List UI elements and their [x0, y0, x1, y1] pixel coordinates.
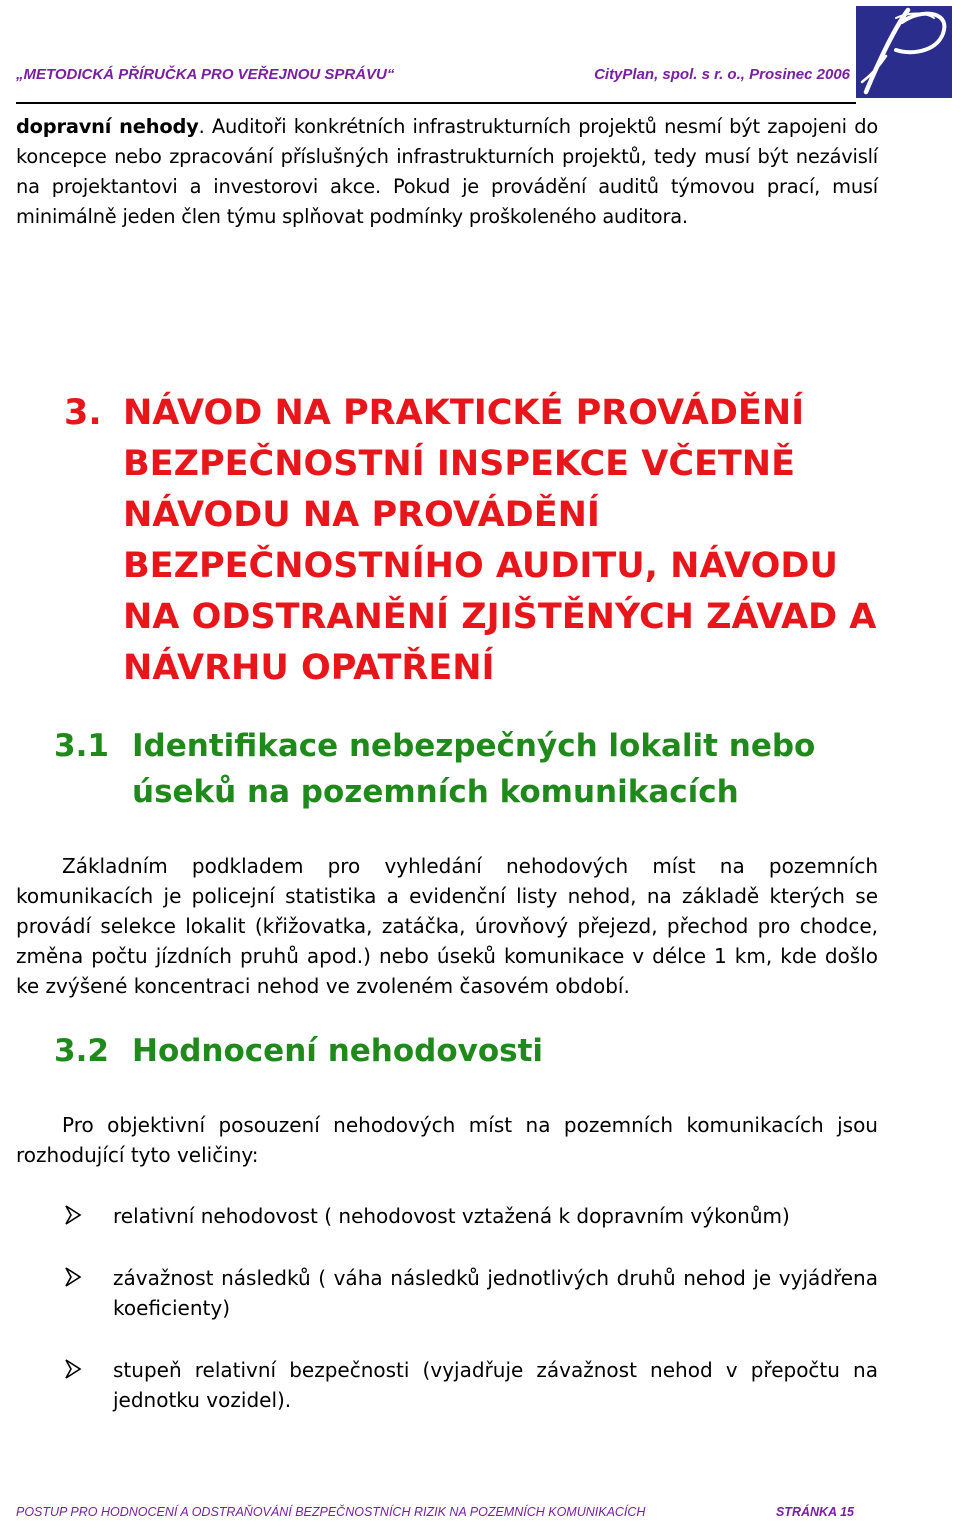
- section-3-2-title: Hodnocení nehodovosti: [132, 1033, 544, 1069]
- cityplan-logo: [856, 6, 952, 98]
- section-3-number: 3.: [64, 393, 102, 433]
- list-item-text: relativní nehodovost ( nehodovost vztažená k dopravním výkonům): [113, 1204, 790, 1228]
- page-number: STRÁNKA 15: [775, 1505, 854, 1519]
- intro-paragraph: [16, 112, 878, 232]
- section-3-1-number: 3.1: [54, 728, 109, 764]
- section-3-2-paragraph: Pro objektivní posouzení nehodových míst na pozemních komunikacích jsou rozhodující tyto veličiny:: [16, 1113, 878, 1167]
- arrowhead-bullet-icon: [64, 1358, 82, 1380]
- list-item-text: závažnost následků ( váha následků jednotlivých druhů nehod je vyjádřena koeficienty): [113, 1266, 878, 1320]
- section-3-1-heading: [54, 723, 914, 815]
- header-title: „METODICKÁ PŘÍRUČKA PRO VEŘEJNOU SPRÁVU“: [16, 66, 395, 83]
- header-divider: [16, 102, 856, 104]
- intro-bold: dopravní nehody: [16, 115, 199, 138]
- list-item-text: stupeň relativní bezpečnosti (vyjadřuje závažnost nehod v přepočtu na jednotku vozidel).: [113, 1358, 878, 1412]
- arrowhead-bullet-icon: [64, 1266, 82, 1288]
- section-3-title: NÁVOD NA PRAKTICKÉ PROVÁDĚNÍ BEZPEČNOSTNÍ INSPEKCE VČETNĚ NÁVODU NA PROVÁDĚNÍ BEZPEČNOSTNÍHO AUDITU, NÁVODU NA ODSTRANĚNÍ ZJIŠTĚNÝCH ZÁVAD A NÁVRHU OPATŘENÍ: [123, 393, 877, 688]
- section-3-1-title: Identifikace nebezpečných lokalit nebo úseků na pozemních komunikacích: [132, 728, 816, 810]
- section-3-2-number: 3.2: [54, 1033, 109, 1069]
- section-3-1-paragraph: Základním podkladem pro vyhledání nehodových míst na pozemních komunikacích je policejní statistika a evidenční listy nehod, na základě kterých se provádí selekce lokalit (křižovatka, zatáčka, úrovňový přejezd, přechod pro chodce, změna počtu jízdních pruhů apod.) nebo úseků komunikace v délce 1 km, kde došlo ke zvýšené koncentraci nehod ve zvoleném časovém období.: [16, 854, 878, 998]
- intro-text: . Auditoři konkrétních infrastrukturních projektů nesmí být zapojeni do koncepce nebo zpracování příslušných infrastrukturních projektů, tedy musí být nezávislí na projektantovi a investorovi akce. Pokud je provádění auditů týmovou prací, musí minimálně jeden člen týmu splňovat podmínky proškoleného auditora.: [16, 115, 878, 228]
- footer-title: POSTUP PRO HODNOCENÍ A ODSTRAŇOVÁNÍ BEZPEČNOSTNÍCH RIZIK NA POZEMNÍCH KOMUNIKACÍCH: [16, 1505, 646, 1519]
- logo-icon: [856, 6, 952, 98]
- arrowhead-bullet-icon: [64, 1204, 82, 1226]
- header-company-date: CityPlan, spol. s r. o., Prosinec 2006: [594, 66, 850, 83]
- section-3-2-heading: [54, 1028, 914, 1074]
- section-3-heading: [64, 388, 904, 694]
